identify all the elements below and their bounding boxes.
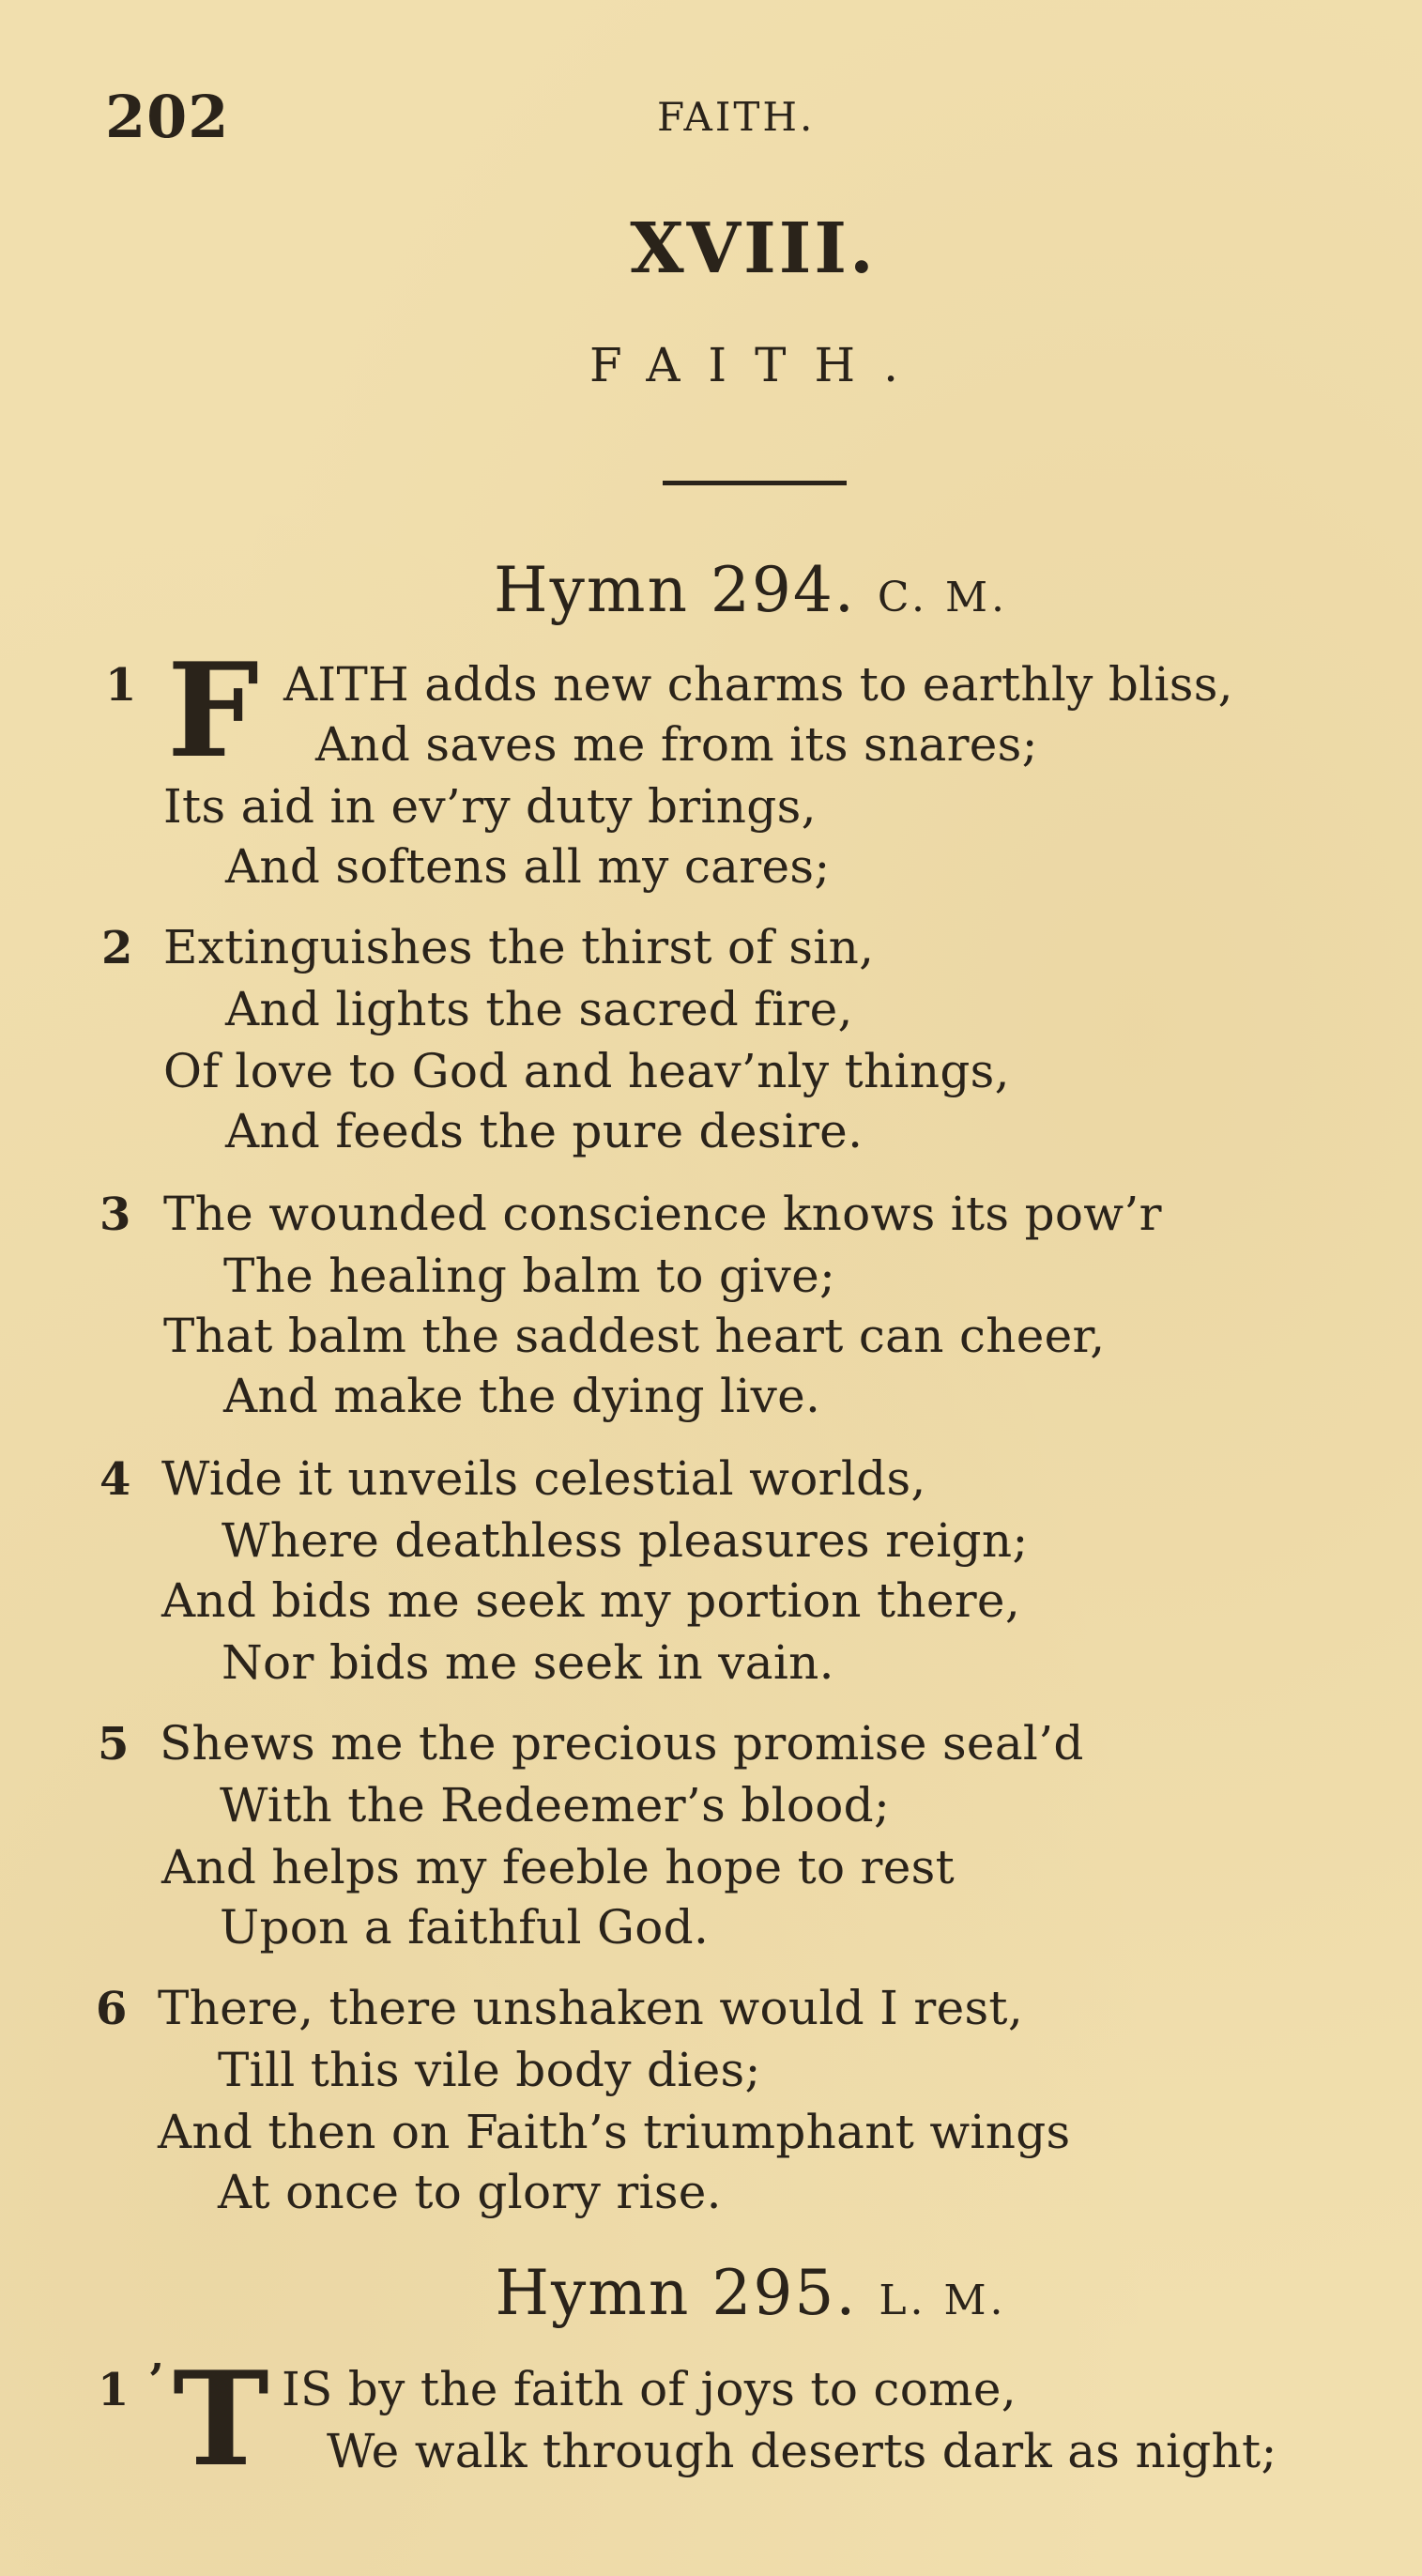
verse-line: And helps my feeble hope to rest <box>161 1840 955 1894</box>
drop-cap: F <box>167 634 259 787</box>
verse-line: And softens all my cares; <box>225 839 831 894</box>
hymn-meter: C. M. <box>877 574 1008 621</box>
verse-line: The healing balm to give; <box>223 1249 836 1303</box>
verse-line: Upon a faithful God. <box>220 1900 710 1955</box>
verse-line: That balm the saddest heart can cheer, <box>163 1309 1106 1363</box>
verse-line: Till this vile body dies; <box>218 2043 761 2097</box>
verse-line: With the Redeemer’s blood; <box>220 1778 891 1832</box>
verse-line: And saves me from its snares; <box>315 717 1038 772</box>
verse-line: And feeds the pure desire. <box>225 1104 864 1158</box>
apostrophe: ’ <box>148 2354 164 2407</box>
verse-line: We walk through deserts dark as night; <box>327 2424 1277 2478</box>
verse-line: There, there unshaken would I rest, <box>158 1981 1024 2035</box>
running-head: FAITH. <box>657 94 816 140</box>
verse-line: Nor bids me seek in vain. <box>222 1635 834 1690</box>
section-number: XVIII. <box>630 208 877 289</box>
stanza-number: 5 <box>98 1718 130 1771</box>
verse-line: Wide it unveils celestial worlds, <box>161 1451 926 1506</box>
divider-rule <box>663 481 847 485</box>
verse-line: And bids me seek my portion there, <box>161 1573 1021 1628</box>
verse-line: Where deathless pleasures reign; <box>222 1513 1029 1568</box>
verse-line: And make the dying live. <box>223 1369 821 1423</box>
stanza-number: 4 <box>99 1453 131 1506</box>
drop-cap: T <box>173 2342 269 2495</box>
stanza-number: 1 <box>105 659 137 712</box>
verse-line: IS by the faith of joys to come, <box>282 2362 1017 2416</box>
hymn-label: Hymn 294. <box>494 554 856 626</box>
hymn-294-heading <box>0 554 1422 626</box>
verse-line: Its aid in ev’ry duty brings, <box>163 779 817 834</box>
stanza-number: 6 <box>96 1983 128 2035</box>
hymn-295-heading <box>0 2257 1422 2329</box>
verse-line: And lights the sacred fire, <box>225 982 853 1036</box>
stanza-number: 1 <box>98 2364 130 2416</box>
section-title: FAITH. <box>589 338 927 392</box>
page-number: 202 <box>105 83 230 151</box>
stanza-number: 2 <box>101 922 133 974</box>
verse-line: Shews me the precious promise seal’d <box>160 1716 1084 1771</box>
verse-line: At once to glory rise. <box>218 2165 722 2219</box>
stanza-number: 3 <box>99 1188 131 1241</box>
verse-line: AITH adds new charms to earthly bliss, <box>283 657 1233 712</box>
verse-line: Of love to God and heav’nly things, <box>163 1044 1010 1098</box>
verse-line: Extinguishes the thirst of sin, <box>163 920 875 974</box>
verse-line: And then on Faith’s triumphant wings <box>158 2105 1071 2159</box>
verse-line: The wounded conscience knows its pow’r <box>163 1187 1162 1241</box>
hymn-label: Hymn 295. <box>495 2257 858 2329</box>
hymn-meter: L. M. <box>879 2277 1007 2324</box>
